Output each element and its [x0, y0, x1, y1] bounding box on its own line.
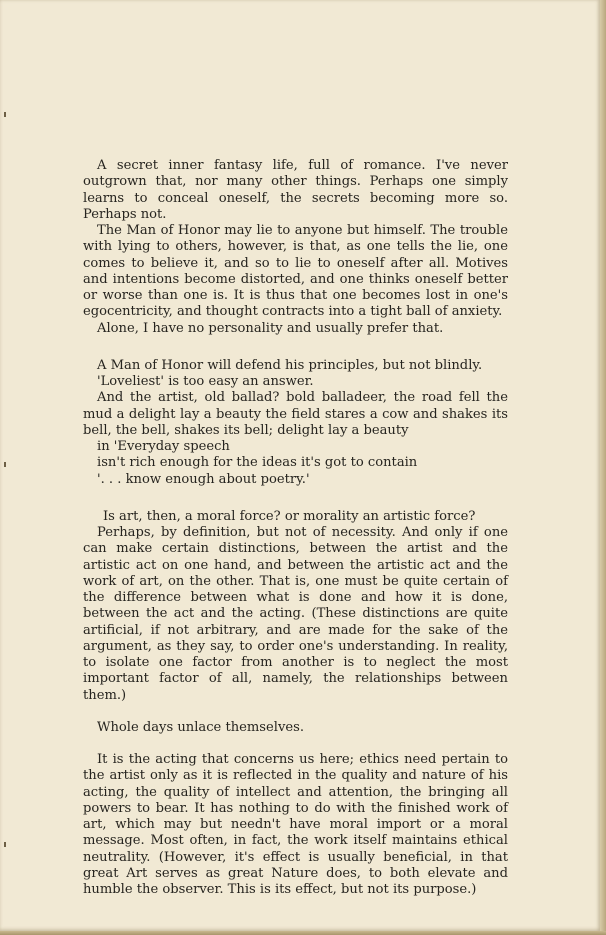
paragraph: Alone, I have no personality and usually prefer that.	[97, 320, 444, 336]
binding-stitch	[4, 112, 6, 117]
verse-line: isn't rich enough for the ideas it's got to contain	[97, 455, 418, 471]
verse-line: 'Loveliest' is too easy an answer.	[97, 374, 314, 389]
paragraph: A secret inner fantasy life, full of romance. I've never outgrown that, nor many other things. Perhaps one simply learns to conceal oneself, the secrets becoming more so. Perhaps not.	[83, 158, 508, 222]
verse-line: And the artist, old ballad? bold balladeer, the road fell the mud a delight lay a beauty the field stares a cow and shakes its bell, the bell, shakes its bell; delight lay a beauty	[83, 390, 508, 438]
binding-stitch	[4, 462, 6, 467]
section-gap	[83, 704, 508, 720]
verse-line: A Man of Honor will defend his principles, but not blindly.	[97, 357, 483, 373]
paragraph: Whole days unlace themselves.	[97, 719, 304, 735]
paragraph: Is art, then, a moral force? or morality an artistic force?	[103, 508, 476, 524]
page-edge-bottom	[0, 931, 606, 935]
section-gap	[83, 736, 508, 752]
section-gap	[83, 488, 508, 509]
body-text	[83, 158, 508, 898]
paragraph: Perhaps, by definition, but not of necessity. And only if one can make certain distinctions, between the artist and the artistic act on one hand, and between the artistic act and the work of art, on the other. That is, one must be quite certain of the difference between what is done and how it is done, between the act and the acting. (These distinctions are quite artificial, if not arbitrary, and are made for the sake of the argument, as they say, to order one's understanding. In reality, to isolate one factor from another is to neglect the most important factor of all, namely, the relationships between them.)	[83, 525, 508, 703]
binding-stitch	[4, 842, 6, 847]
section-gap	[83, 337, 508, 358]
verse-line: '. . . know enough about poetry.'	[97, 471, 310, 487]
verse-line: in 'Everyday speech	[97, 439, 230, 454]
paragraph: It is the acting that concerns us here; ethics need pertain to the artist only as it is reflected in the quality and nature of his acting, the quality of intellect and attention, the bringing all powers to bear. It has nothing to do with the finished work of art, which may but needn't have moral import or a moral message. Most often, in fact, the work itself maintains ethical neutrality. (However, it's effect is usually beneficial, in that great Art serves as great Nature does, to both elevate and humble the observer. This is its effect, but not its purpose.)	[83, 752, 508, 897]
page-edge-right	[600, 0, 606, 935]
paragraph: The Man of Honor may lie to anyone but himself. The trouble with lying to others, however, is that, as one tells the lie, one comes to believe it, and so to lie to oneself after all. Motives and intentions become distorted, and one thinks oneself better or worse than one is. It is thus that one becomes lost in one's egocentricity, and thought contracts into a tight ball of anxiety.	[83, 223, 508, 320]
